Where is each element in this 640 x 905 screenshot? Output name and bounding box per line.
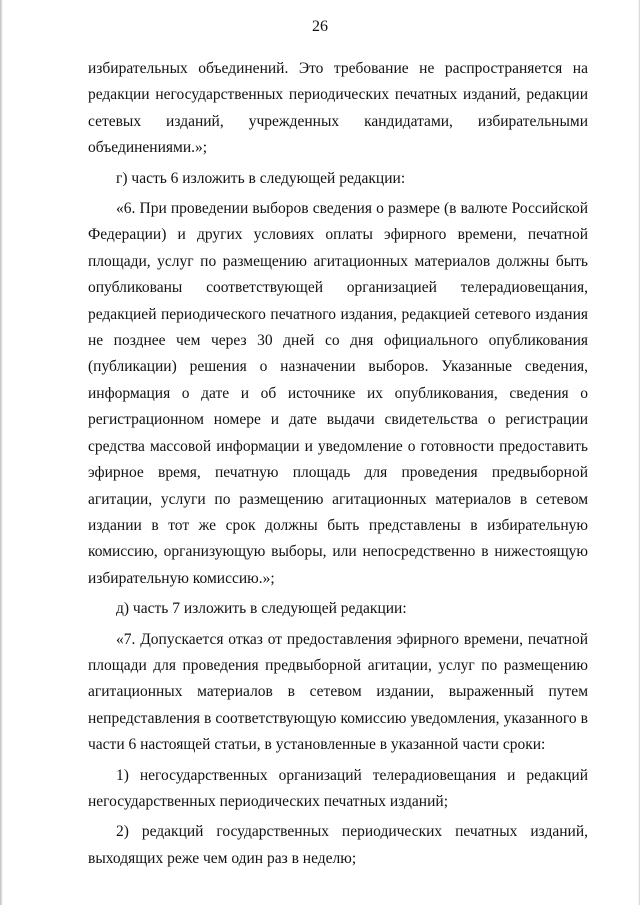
document-body bbox=[88, 56, 588, 872]
paragraph-part-6: «6. При проведении выборов сведения о размере (в валюте Российской Федерации) и других условиях оплаты эфирного времени, печатной площади, услуг по размещению агитационных материалов должны быть опубликованы соответствующей организацией телерадиовещания, редакцией периодического печатного издания, редакцией сетевого издания не позднее чем через 30 дней со дня официального опубликования (публикации) решения о назначении выборов. Указанные сведения, информация о дате и об источнике их опубликования, сведения о регистрационном номере и дате выдачи свидетельства о регистрации средства массовой информации и уведомление о готовности предоставить эфирное время, печатную площадь для проведения предвыборной агитации, услуги по размещению агитационных материалов в сетевом издании в тот же срок должны быть представлены в избирательную комиссию, организующую выборы, или непосредственно в нижестоящую избирательную комиссию.»; bbox=[88, 200, 588, 587]
paragraph-item-1: 1) негосударственных организаций телерадиовещания и редакций негосударственных периодических печатных изданий; bbox=[88, 766, 588, 810]
paragraph-part-7: «7. Допускается отказ от предоставления эфирного времени, печатной площади для проведения предвыборной агитации, услуг по размещению агитационных материалов в сетевом издании, выраженный путем непредставления в соответствующую комиссию уведомления, указанного в части 6 настоящей статьи, в установленные в указанной части сроки: bbox=[88, 630, 588, 754]
paragraph-item-2: 2) редакций государственных периодических печатных изданий, выходящих реже чем один раз в неделю; bbox=[88, 823, 588, 867]
page-number: 26 bbox=[312, 18, 328, 35]
scan-edge-left bbox=[0, 0, 3, 905]
paragraph-amendment-d: д) часть 7 изложить в следующей редакции: bbox=[116, 600, 407, 618]
paragraph-amendment-g: г) часть 6 изложить в следующей редакции: bbox=[116, 169, 406, 187]
paragraph-continuation: избирательных объединений. Это требование не распространяется на редакции негосударственных периодических печатных изданий, редакции сетевых изданий, учрежденных кандидатами, избирательными объединениями.»; bbox=[88, 60, 588, 157]
